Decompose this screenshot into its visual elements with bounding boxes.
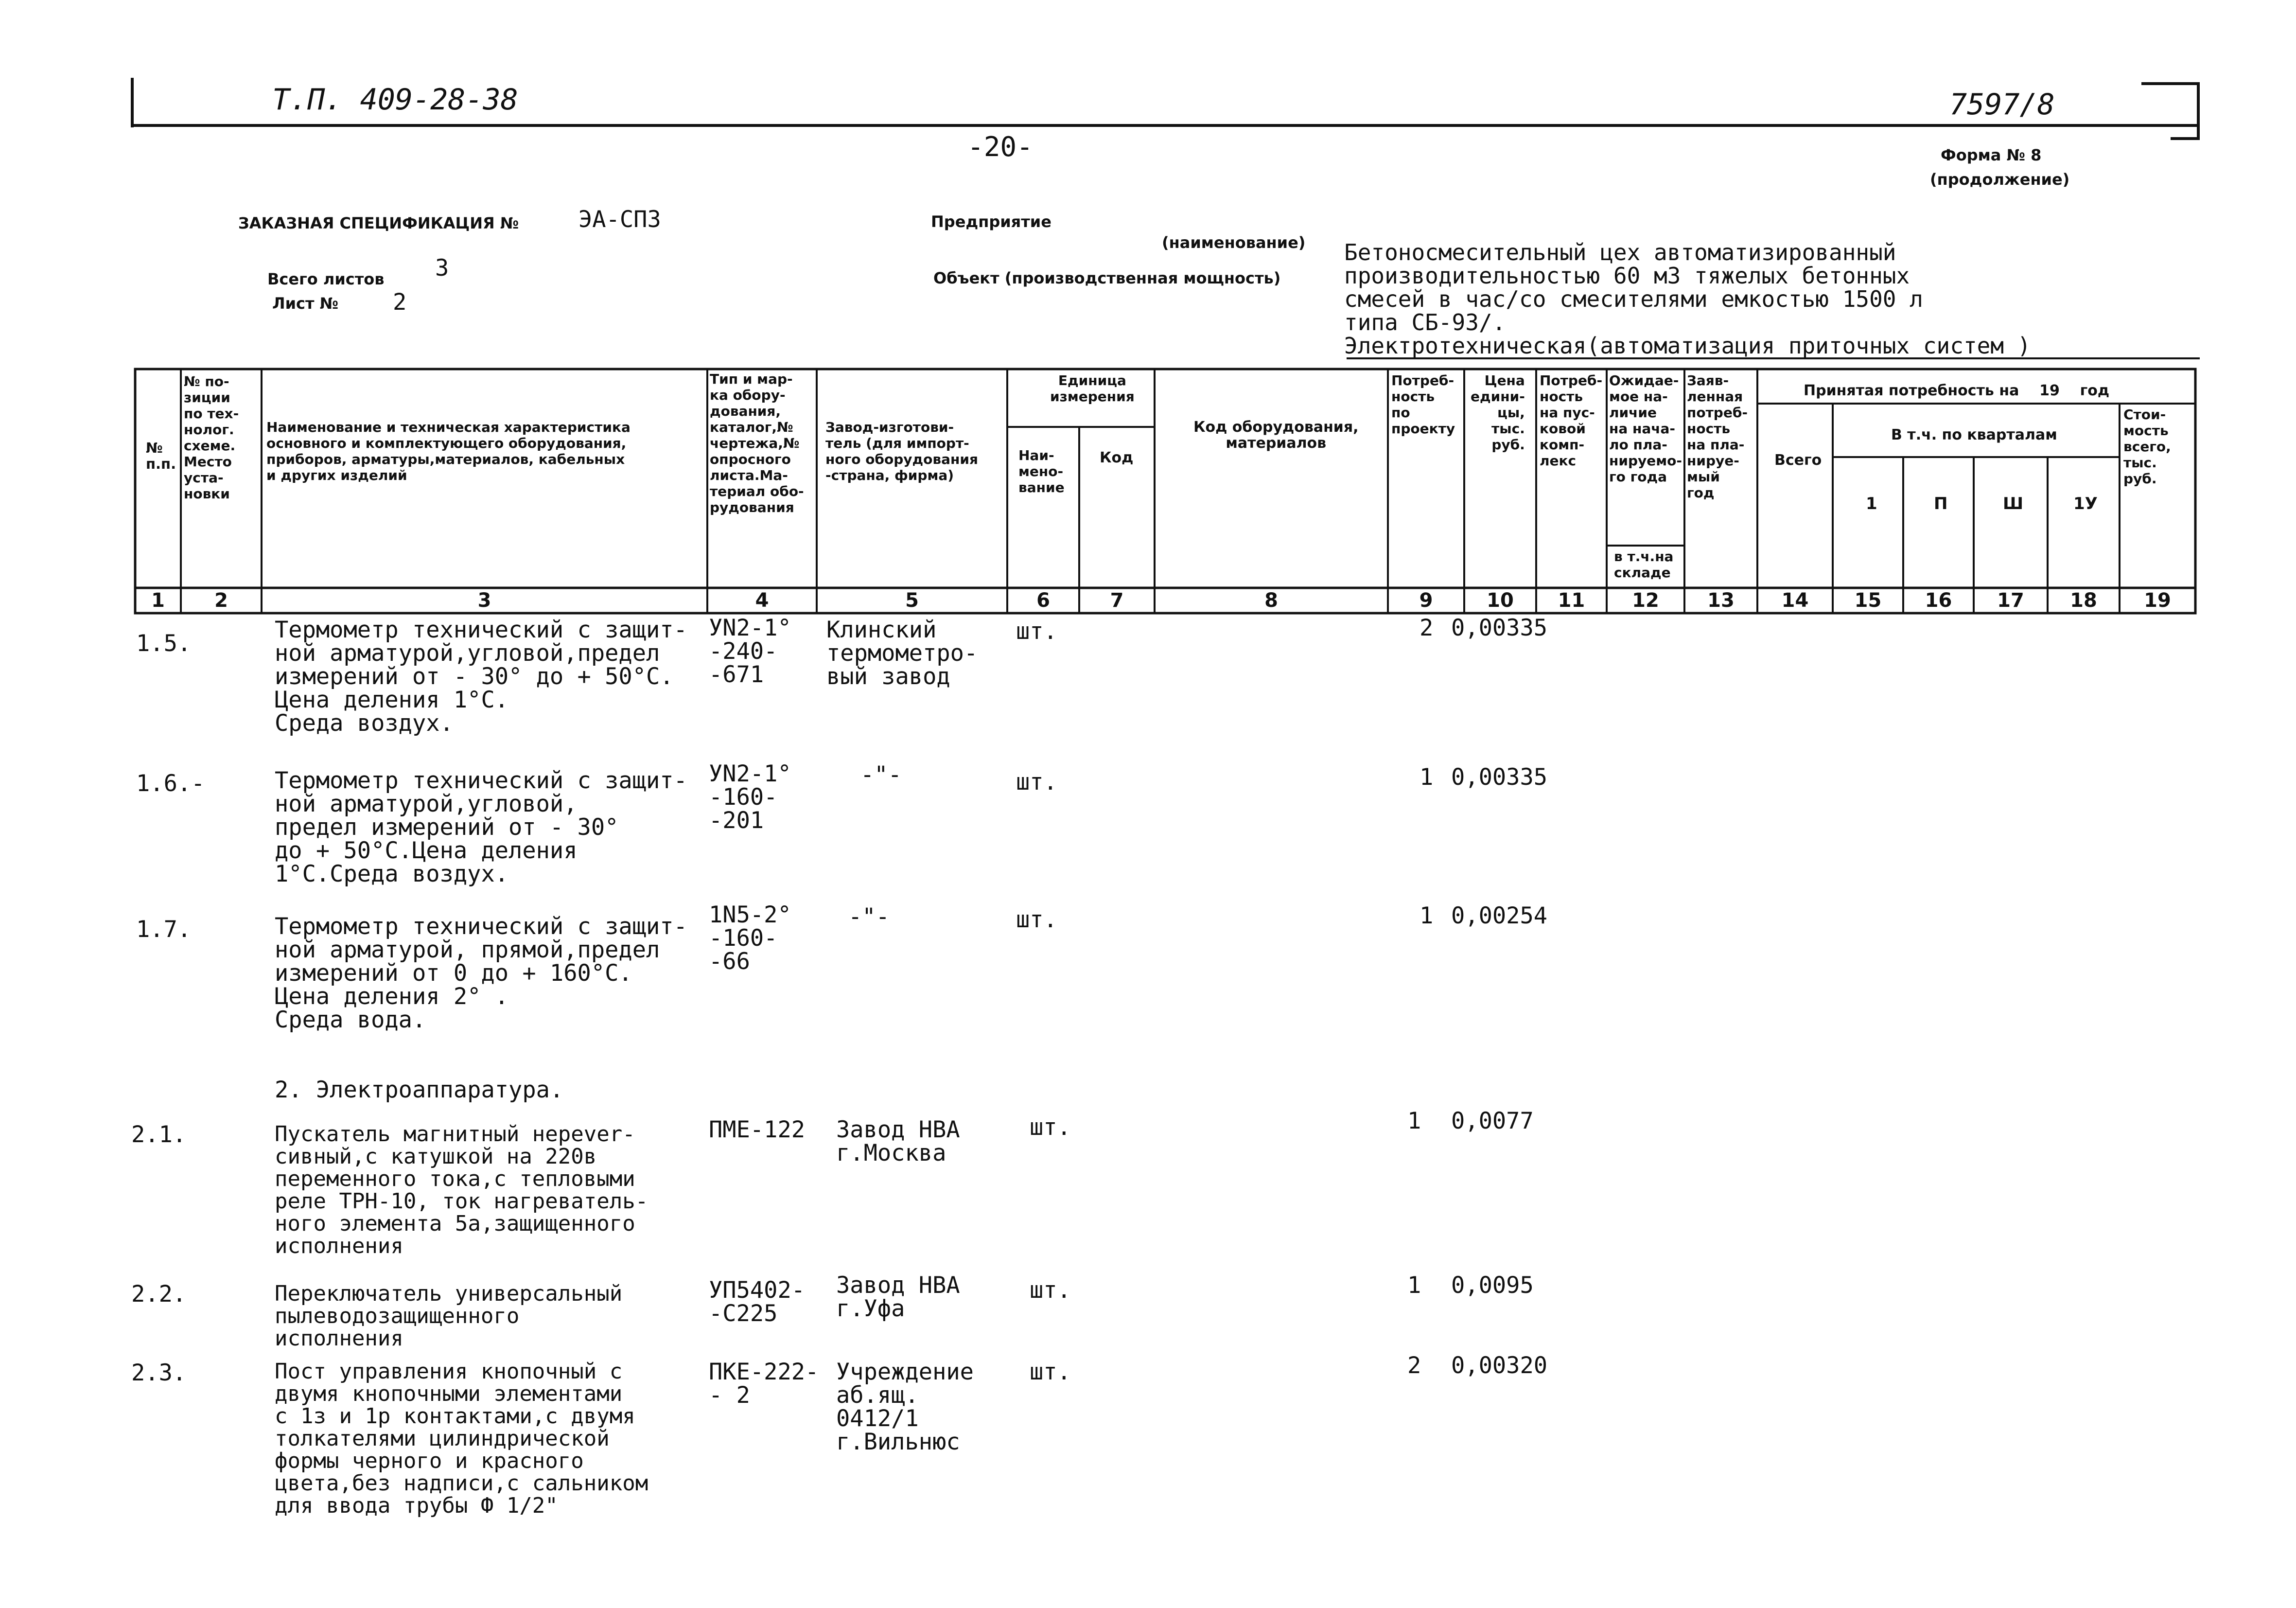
row-unit: шт. [1030, 1359, 1071, 1385]
col-number: 1 [151, 589, 165, 612]
hdr-unit-group: Единица измерения [1050, 372, 1135, 405]
row-quantity: 1 [1420, 902, 1434, 929]
row-type: ПМЕ-122 [709, 1116, 806, 1143]
row-type: ПКЕ-222- - 2 [709, 1359, 819, 1409]
hdr-accepted-need: Принятая потребность на 19 год [1804, 382, 2110, 399]
object-line: Электротехническая(автоматизация приточных систем ) [1344, 333, 2031, 359]
row-manufacturer: -"- [848, 903, 890, 930]
row-price: 0,00335 [1451, 615, 1548, 641]
spec-title-label: ЗАКАЗНАЯ СПЕЦИФИКАЦИЯ № [238, 214, 519, 232]
object-line: Бетоносмесительный цех автоматизированный [1344, 239, 1896, 265]
hdr-quarter-3: Ш [2003, 494, 2024, 513]
hdr-cost: Стои- мость всего, тыс. руб. [2123, 406, 2171, 487]
row-name: Пускатель магнитный нерever- сивный,с катушкой на 220в переменного тока,с тепловыми реле ТРН-10, ток нагреватель- ного элемента 5а,защищенного исполнения [275, 1122, 648, 1258]
row-number: 1.6.- [136, 770, 205, 797]
object-line: производительностью 60 м3 тяжелых бетонных [1344, 263, 1910, 289]
col-number: 3 [477, 589, 491, 612]
enterprise-name-label: (наименование) [1162, 233, 1306, 252]
row-manufacturer: -"- [860, 761, 902, 788]
col-number: 7 [1110, 589, 1124, 612]
col-number: 8 [1264, 589, 1278, 612]
col-number: 6 [1036, 589, 1050, 612]
row-price: 0,00320 [1451, 1352, 1548, 1379]
object-description [1344, 241, 2031, 357]
col-number: 13 [1707, 589, 1735, 612]
row-quantity: 2 [1420, 615, 1434, 641]
hdr-unit-price: Цена едини- цы, тыс. руб. [1471, 372, 1525, 453]
page-number: -20- [967, 131, 1033, 163]
hdr-expected: Ожидае- мое на- личие на нача- ло пла- нируемо- го года [1609, 372, 1682, 485]
drawing-code: Т.П. 409-28-38 [272, 83, 518, 117]
row-number: 1.7. [136, 916, 192, 943]
object-label: Объект (производственная мощность) [933, 269, 1281, 287]
col-number: 12 [1632, 589, 1659, 612]
row-manufacturer: Клинский термометро- вый завод [826, 617, 978, 690]
hdr-startup-need: Потреб- ность на пус- ковой комп- лекс [1540, 372, 1603, 469]
col-number: 14 [1781, 589, 1809, 612]
hdr-unit-code: Код [1100, 449, 1134, 466]
col-number: 5 [905, 589, 919, 612]
archive-number: 7597/8 [1949, 88, 2055, 122]
hdr-total: Всего [1774, 452, 1822, 469]
sheets-label: Всего листов [267, 270, 385, 288]
col-number: 15 [1854, 589, 1882, 612]
hdr-equipment-code: Код оборудования, материалов [1193, 419, 1359, 452]
hdr-quarters: В т.ч. по кварталам [1891, 426, 2057, 443]
row-number: 2.2. [131, 1281, 187, 1308]
col-number: 19 [2144, 589, 2171, 612]
hdr-type: Тип и мар- ка обору- дования, каталог,№ чертежа,№ опросного листа.Ма- териал обо- рудования [710, 371, 804, 515]
hdr-project-need: Потреб- ность по проекту [1391, 372, 1455, 437]
col-number: 4 [755, 589, 769, 612]
hdr-quarter-1: 1 [1866, 494, 1877, 513]
row-manufacturer: Завод НВА г.Уфа [836, 1272, 960, 1322]
row-quantity: 1 [1407, 1108, 1421, 1134]
row-quantity: 1 [1420, 764, 1434, 791]
row-unit: шт. [1016, 906, 1057, 933]
col-number: 2 [214, 589, 228, 612]
sheet-value: 2 [393, 289, 407, 316]
object-line: смесей в час/со смесителями емкостью 1500 л [1344, 286, 1923, 312]
col-number: 18 [2070, 589, 2097, 612]
row-unit: шт. [1016, 618, 1057, 645]
hdr-declared-need: Заяв- ленная потреб- ность на пла- нируе- мый год [1687, 372, 1748, 501]
row-type: 1N5-2° -160- -66 [709, 901, 791, 975]
hdr-quarter-4: 1У [2073, 494, 2098, 513]
row-unit: шт. [1030, 1114, 1071, 1141]
hdr-unit-name: Наи- мено- вание [1018, 447, 1065, 495]
sheet-label: Лист № [272, 294, 339, 313]
row-price: 0,0077 [1451, 1108, 1534, 1134]
form-label: Форма № 8 [1941, 146, 2042, 164]
col-number: 11 [1558, 589, 1585, 612]
enterprise-label: Предприятие [931, 212, 1052, 231]
col-number: 16 [1925, 589, 1952, 612]
hdr-in-stock: в т.ч.на складе [1614, 548, 1674, 581]
row-name: Термометр технический с защит- ной арматурой,угловой, предел измерений от - 30° до + 50°С.Цена деления 1°С.Среда воздух. [275, 767, 687, 887]
sheets-value: 3 [435, 255, 449, 282]
row-name: Пост управления кнопочный с двумя кнопочными элементами с 1з и 1р контактами,с двумя толкателями цилиндрической формы черного и красного цвета,без надписи,с сальником для ввода трубы Ф 1/2" [275, 1359, 648, 1518]
row-price: 0,0095 [1451, 1272, 1534, 1299]
hdr-quarter-2: П [1934, 494, 1948, 513]
row-type: УN2-1° -240- -671 [709, 615, 791, 688]
row-number: 1.5. [136, 630, 192, 657]
col-number: 17 [1997, 589, 2024, 612]
row-type: УN2-1° -160- -201 [709, 760, 791, 834]
hdr-name: Наименование и техническая характеристика основного и комплектующего оборудования, приборов, арматуры,материалов, кабельных и других изделий [266, 419, 631, 483]
row-type: УП5402- -С225 [709, 1277, 806, 1327]
row-manufacturer: Учреждение аб.ящ. 0412/1 г.Вильнюс [836, 1359, 974, 1455]
row-name: Термометр технический с защит- ной арматурой, прямой,предел измерений от 0 до + 160°С. Цена деления 2° . Среда вода. [275, 913, 687, 1033]
row-unit: шт. [1030, 1277, 1071, 1304]
row-quantity: 1 [1407, 1272, 1421, 1299]
form-continuation: (продолжение) [1930, 170, 2070, 189]
row-price: 0,00335 [1451, 764, 1548, 791]
object-line: типа СБ-93/. [1344, 309, 1506, 336]
row-quantity: 2 [1407, 1352, 1421, 1379]
row-unit: шт. [1016, 769, 1057, 795]
row-manufacturer: Завод НВА г.Москва [836, 1116, 960, 1166]
col-number: 10 [1487, 589, 1514, 612]
row-price: 0,00254 [1451, 902, 1548, 929]
section-heading: 2. Электроаппаратура. [275, 1077, 564, 1103]
col-number: 9 [1419, 589, 1433, 612]
spec-number: ЭА-СПЗ [578, 206, 661, 233]
hdr-manufacturer: Завод-изготови- тель (для импорт- ного оборудования -страна, фирма) [825, 419, 978, 483]
row-number: 2.1. [131, 1121, 187, 1148]
hdr-item-number: № п.п. [146, 440, 176, 472]
row-name: Термометр технический с защит- ной арматурой,угловой,предел измерений от - 30° до + 50°С. Цена деления 1°С. Среда воздух. [275, 617, 687, 737]
row-number: 2.3. [131, 1360, 187, 1386]
row-name: Переключатель универсальный пылеводозащищенного исполнения [275, 1281, 623, 1351]
hdr-position: № по- зиции по тех- нолог. схеме. Место уста- новки [184, 373, 239, 502]
